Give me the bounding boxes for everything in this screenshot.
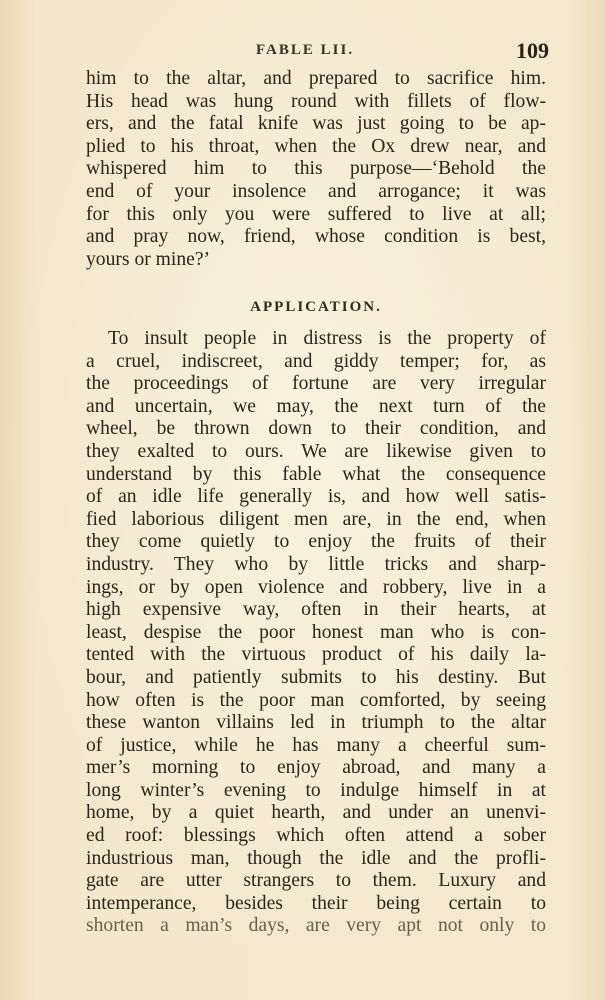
- fable-paragraph: [86, 68, 546, 271]
- text-line: how often is the poor man comforted, by seeing: [86, 689, 546, 711]
- text-line: yours or mine?’: [86, 248, 211, 270]
- text-line: end of your insolence and arrogance; it was: [86, 180, 546, 202]
- text-line: To insult people in distress is the property of: [108, 328, 546, 349]
- page-number: 109: [516, 38, 549, 63]
- text-line: mer’s morning to enjoy abroad, and many a: [86, 757, 546, 779]
- text-line: bour, and patiently submits to his destiny. But: [86, 666, 546, 688]
- text-line: they exalted to ours. We are likewise given to: [86, 440, 546, 462]
- text-line: a cruel, indiscreet, and giddy temper; for, as: [86, 350, 546, 372]
- text-line: and pray now, friend, whose condition is best,: [86, 226, 546, 248]
- text-line: him to the altar, and prepared to sacrifice him.: [86, 68, 546, 89]
- text-line: long winter’s evening to indulge himself in at: [86, 779, 546, 801]
- text-line: these wanton villains led in triumph to the altar: [86, 712, 546, 734]
- text-line: high expensive way, often in their hearts, at: [86, 599, 546, 621]
- text-line: they come quietly to enjoy the fruits of their: [86, 531, 546, 553]
- text-line: of justice, while he has many a cheerful sum-: [86, 734, 546, 756]
- page-header: [86, 38, 549, 68]
- text-line: wheel, be thrown down to their condition, and: [86, 418, 546, 440]
- text-line: ers, and the fatal knife was just going to be ap-: [86, 113, 546, 135]
- text-line: His head was hung round with fillets of flow-: [86, 90, 546, 112]
- text-line: shorten a man’s days, are very apt not only to: [86, 915, 546, 937]
- application-paragraph: [86, 328, 546, 938]
- text-line: fied laborious diligent men are, in the end, when: [86, 508, 546, 530]
- section-heading-application: APPLICATION.: [250, 299, 382, 315]
- text-line: ings, or by open violence and robbery, live in a: [86, 576, 546, 598]
- text-line: tented with the virtuous product of his daily la-: [86, 644, 546, 666]
- text-line: ed roof: blessings which often attend a sober: [86, 825, 546, 847]
- text-line: the proceedings of fortune are very irregular: [86, 373, 546, 395]
- text-line: plied to his throat, when the Ox drew near, and: [86, 135, 546, 157]
- text-line: intemperance, besides their being certain to: [86, 892, 546, 914]
- text-line: industrious man, though the idle and the profli-: [86, 847, 546, 869]
- running-head: FABLE LII.: [256, 42, 355, 58]
- text-line: industry. They who by little tricks and sharp-: [86, 553, 546, 575]
- text-line: home, by a quiet hearth, and under an unenvi-: [86, 802, 546, 824]
- text-line: gate are utter strangers to them. Luxury and: [86, 870, 546, 892]
- text-line: whispered him to this purpose—‘Behold the: [86, 158, 546, 180]
- text-line: of an idle life generally is, and how well satis-: [86, 486, 546, 508]
- text-line: understand by this fable what the consequence: [86, 463, 546, 485]
- text-line: and uncertain, we may, the next turn of the: [86, 395, 546, 417]
- text-line: for this only you were suffered to live at all;: [86, 203, 546, 225]
- text-line: least, despise the poor honest man who is con-: [86, 621, 546, 643]
